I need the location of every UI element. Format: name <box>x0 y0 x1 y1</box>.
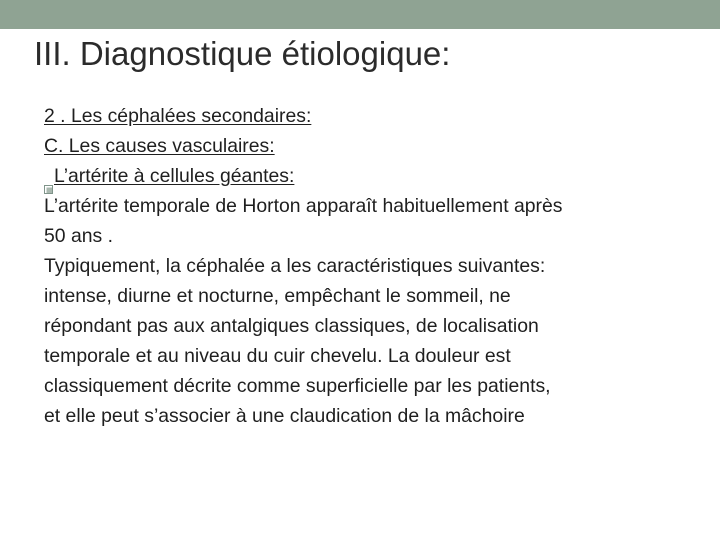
paragraph-2-line-6: et elle peut s’associer à une claudication de la mâchoire <box>44 405 525 427</box>
top-accent-bar <box>0 0 720 29</box>
paragraph-2-line-5: classiquement décrite comme superficielle par les patients, <box>44 375 551 397</box>
paragraph-2-line-1: Typiquement, la céphalée a les caractéristiques suivantes: <box>44 255 546 277</box>
paragraph-1-line-1: L’artérite temporale de Horton apparaît habituellement après <box>44 195 563 217</box>
bullet-item <box>44 161 704 191</box>
paragraph-1-line-2: 50 ans . <box>44 225 113 247</box>
section-heading: 2 . Les céphalées secondaires: <box>44 105 312 127</box>
checkbox-square-icon <box>44 173 53 182</box>
slide-title: III. Diagnostique étiologique: <box>34 35 451 72</box>
slide-body <box>44 101 704 431</box>
paragraph-2-line-2: intense, diurne et nocturne, empêchant le sommeil, ne <box>44 285 511 307</box>
bullet-heading: L’artérite à cellules géantes: <box>54 165 295 187</box>
paragraph-2-line-4: temporale et au niveau du cuir chevelu. La douleur est <box>44 345 511 367</box>
paragraph-2-line-3: répondant pas aux antalgiques classiques, de localisation <box>44 315 539 337</box>
subsection-heading: C. Les causes vasculaires: <box>44 135 275 157</box>
